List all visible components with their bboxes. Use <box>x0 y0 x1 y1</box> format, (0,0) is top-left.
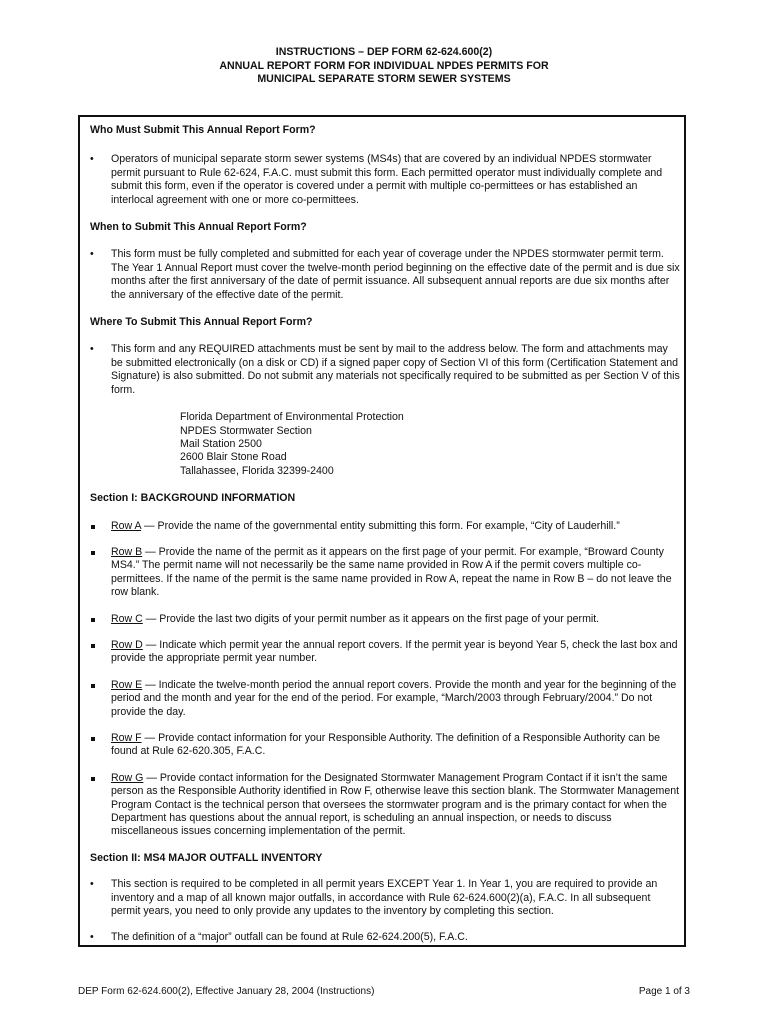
address-line: NPDES Stormwater Section <box>180 424 312 437</box>
bullet-icon: • <box>90 153 94 166</box>
row-d-text: — Indicate which permit year the annual report covers. If the permit year is beyond Year 5, check the last box and provide the appropriate permit year number. <box>111 638 678 665</box>
when-to-submit-heading: When to Submit This Annual Report Form? <box>90 221 307 234</box>
footer-page-number: Page 1 of 3 <box>638 986 690 997</box>
row-f-label: Row F <box>111 732 142 744</box>
address-line: Florida Department of Environmental Protection <box>180 411 404 424</box>
square-bullet-icon <box>91 644 95 648</box>
row-g-text: — Provide contact information for the Designated Stormwater Management Program Contact if it isn’t the same person as the Responsible Authority identified in Row F, otherwise leave this section blank. The Stormwater Management Program Contact is the technical person that oversees the stormwater program and is the primary contact for when the Department has questions about the annual report, is scheduling an annual inspection, or needs to discuss miscellaneous issues concerning implementation of the permit. <box>111 771 680 838</box>
row-f-item <box>90 732 680 759</box>
row-b-item <box>90 546 680 600</box>
section-2-heading: Section II: MS4 MAJOR OUTFALL INVENTORY <box>90 851 323 864</box>
row-c-label: Row C <box>111 612 143 625</box>
header-line-3: MUNICIPAL SEPARATE STORM SEWER SYSTEMS <box>257 73 511 86</box>
square-bullet-icon <box>91 777 95 781</box>
row-f-text: — Provide contact information for your Responsible Authority. The definition of a Responsible Authority can be found at Rule 62-620.305, F.A.C. <box>111 732 661 758</box>
section-2-text-2: The definition of a “major” outfall can be found at Rule 62-624.200(5), F.A.C. <box>111 931 468 944</box>
section-2-text-1: This section is required to be completed in all permit years EXCEPT Year 1. In Year 1, you are required to provide an inventory and a map of all known major outfalls, in accordance with Rule 62-624.600(2)(a), F.A.C. In all subsequent permit years, you need to only provide any updates to the inventory by completing this section. <box>111 878 658 918</box>
instructions-box <box>78 115 686 947</box>
row-g-label: Row G <box>111 771 144 784</box>
where-to-submit-item <box>90 343 680 397</box>
square-bullet-icon <box>91 525 95 529</box>
row-d-label: Row D <box>111 638 143 651</box>
square-bullet-icon <box>91 618 95 622</box>
section-1-heading: Section I: BACKGROUND INFORMATION <box>90 492 296 505</box>
address-line: Tallahassee, Florida 32399-2400 <box>180 464 334 477</box>
header-line-2: ANNUAL REPORT FORM FOR INDIVIDUAL NPDES PERMITS FOR <box>219 59 549 72</box>
bullet-icon: • <box>90 878 94 891</box>
who-must-submit-heading: Who Must Submit This Annual Report Form? <box>90 124 316 136</box>
square-bullet-icon <box>91 551 95 555</box>
where-to-submit-heading: Where To Submit This Annual Report Form? <box>90 316 313 329</box>
bullet-icon: • <box>90 248 94 261</box>
bullet-icon: • <box>90 931 94 944</box>
row-e-item <box>90 679 680 719</box>
row-a-label: Row A <box>111 519 142 532</box>
row-a-item <box>90 520 680 533</box>
row-g-item <box>90 772 680 839</box>
where-to-submit-text: This form and any REQUIRED attachments must be sent by mail to the address below. The form and attachments may be submitted electronically (on a disk or CD) if a signed paper copy of Section VI of this form (Certification Statement and Signature) is also submitted. Do not submit any materials not specifically required to be submitted as per Section V of this form. <box>111 343 680 396</box>
mailing-address <box>180 411 680 478</box>
when-to-submit-item <box>90 248 680 302</box>
footer-form-reference: DEP Form 62-624.600(2), Effective January 28, 2004 (Instructions) <box>78 986 375 997</box>
row-c-item <box>90 613 680 626</box>
row-d-item <box>90 639 680 666</box>
square-bullet-icon <box>91 684 95 688</box>
when-to-submit-text: This form must be fully completed and submitted for each year of coverage under the NPDES stormwater permit term. The Year 1 Annual Report must cover the twelve-month period beginning on the effective date of the permit and is due six months after the first anniversary of the date of permit issuance. All subsequent annual reports are due six months after the anniversary of the effective date of the permit. <box>111 248 680 301</box>
address-line: Mail Station 2500 <box>180 437 262 450</box>
row-b-label: Row B <box>111 545 143 558</box>
section-2-item-2 <box>90 931 680 944</box>
address-line: 2600 Blair Stone Road <box>180 451 287 464</box>
bullet-icon: • <box>90 343 94 356</box>
square-bullet-icon <box>91 737 95 741</box>
header-line-1: INSTRUCTIONS – DEP FORM 62-624.600(2) <box>275 46 493 58</box>
row-a-text: — Provide the name of the governmental entity submitting this form. For example, “City of Lauderhill.” <box>141 519 620 532</box>
who-must-submit-text: Operators of municipal separate storm sewer systems (MS4s) that are covered by an individual NPDES stormwater permit pursuant to Rule 62-624, F.A.C. must submit this form. Each permitted operator must individually complete and submit this form, even if the operator is covered under a permit with multiple co-permittees or has established an interlocal agreement with one or more co-permittees. <box>111 153 663 206</box>
row-c-text: — Provide the last two digits of your permit number as it appears on the first page of your permit. <box>142 612 600 625</box>
document-header <box>0 46 768 87</box>
row-e-label: Row E <box>111 678 143 691</box>
section-2-item-1 <box>90 878 680 918</box>
who-must-submit-item <box>90 153 680 207</box>
row-b-text: — Provide the name of the permit as it appears on the first page of your permit. For example, “Broward County MS4.” The permit name will not necessarily be the same name provided in Row A if the permit covers multiple co-permittees. If the name of the permit is the same name provided in Row A, repeat the name in Row B – do not leave the row blank. <box>111 545 672 599</box>
row-e-text: — Indicate the twelve-month period the annual report covers. Provide the month and year for the beginning of the period and the month and year for the end of the period. For example, “March/2003 through February/2004.” Do not provide the day. <box>111 678 677 718</box>
